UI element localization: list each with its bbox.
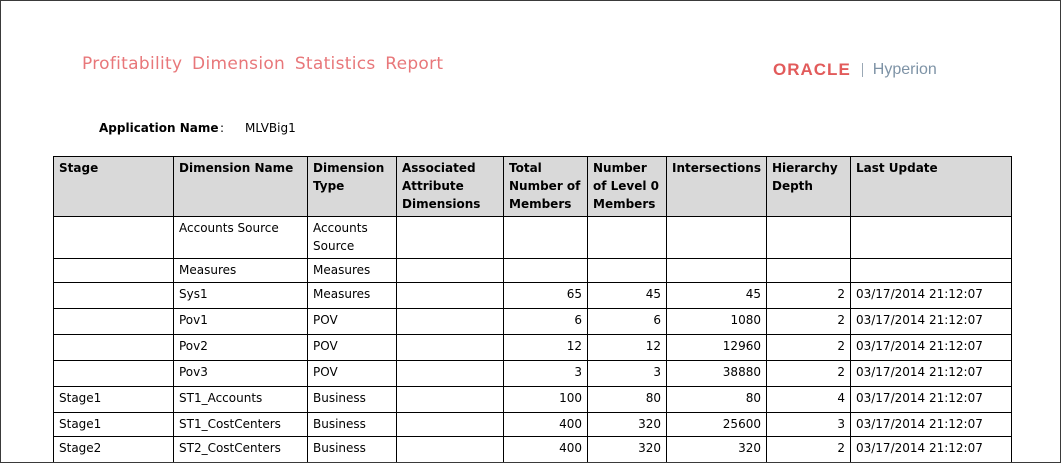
report-title: Profitability Dimension Statistics Report (82, 54, 444, 74)
cell-dimension-name: Accounts Source (174, 217, 308, 259)
column-header-number-of-level0-members: Number of Level 0 Members (588, 157, 667, 217)
cell-total-members: 400 (504, 413, 588, 437)
cell-level0-members: 320 (588, 437, 667, 463)
application-name-value: MLVBig1 (245, 121, 296, 135)
cell-total-members (504, 259, 588, 283)
column-header-intersections: Intersections (667, 157, 767, 217)
cell-total-members: 12 (504, 335, 588, 361)
cell-level0-members: 6 (588, 309, 667, 335)
cell-total-members (504, 217, 588, 259)
cell-intersections: 12960 (667, 335, 767, 361)
cell-dimension-name: ST1_Accounts (174, 387, 308, 413)
application-name-colon: : (220, 121, 225, 135)
column-header-hierarchy-depth: Hierarchy Depth (766, 157, 850, 217)
cell-hierarchy-depth: 4 (766, 387, 850, 413)
cell-intersections (667, 217, 767, 259)
table-row (54, 335, 1012, 361)
cell-associated-attribute-dimensions (397, 335, 504, 361)
cell-hierarchy-depth: 2 (766, 335, 850, 361)
table-row (54, 413, 1012, 437)
cell-level0-members: 80 (588, 387, 667, 413)
cell-level0-members (588, 259, 667, 283)
cell-stage (54, 309, 174, 335)
cell-total-members: 400 (504, 437, 588, 463)
cell-last-update: 03/17/2014 21:12:07 (850, 309, 1011, 335)
cell-dimension-type: Accounts Source (308, 217, 397, 259)
cell-stage (54, 283, 174, 309)
cell-associated-attribute-dimensions (397, 259, 504, 283)
dimension-statistics-table (53, 156, 1012, 463)
cell-total-members: 3 (504, 361, 588, 387)
cell-last-update (850, 217, 1011, 259)
cell-dimension-name: Sys1 (174, 283, 308, 309)
cell-hierarchy-depth (766, 217, 850, 259)
cell-hierarchy-depth (766, 259, 850, 283)
cell-total-members: 6 (504, 309, 588, 335)
cell-intersections: 80 (667, 387, 767, 413)
oracle-wordmark: ORACLE (773, 60, 851, 79)
cell-last-update: 03/17/2014 21:12:07 (850, 437, 1011, 463)
table-body (54, 217, 1012, 463)
table-row (54, 309, 1012, 335)
cell-associated-attribute-dimensions (397, 217, 504, 259)
table-row (54, 361, 1012, 387)
column-header-last-update: Last Update (850, 157, 1011, 217)
table-header-row (54, 157, 1012, 217)
table-row (54, 437, 1012, 463)
cell-hierarchy-depth: 2 (766, 283, 850, 309)
cell-associated-attribute-dimensions (397, 437, 504, 463)
cell-intersections: 25600 (667, 413, 767, 437)
cell-stage: Stage2 (54, 437, 174, 463)
cell-level0-members: 45 (588, 283, 667, 309)
cell-level0-members: 12 (588, 335, 667, 361)
cell-dimension-type: Measures (308, 259, 397, 283)
cell-stage (54, 335, 174, 361)
cell-total-members: 65 (504, 283, 588, 309)
oracle-hyperion-logo (773, 60, 937, 80)
logo-divider (862, 63, 863, 77)
cell-associated-attribute-dimensions (397, 309, 504, 335)
cell-associated-attribute-dimensions (397, 283, 504, 309)
cell-associated-attribute-dimensions (397, 361, 504, 387)
column-header-stage: Stage (54, 157, 174, 217)
application-name-label: Application Name (99, 121, 219, 135)
cell-dimension-type: POV (308, 335, 397, 361)
cell-hierarchy-depth: 2 (766, 309, 850, 335)
cell-dimension-type: POV (308, 361, 397, 387)
cell-last-update: 03/17/2014 21:12:07 (850, 387, 1011, 413)
cell-last-update: 03/17/2014 21:12:07 (850, 283, 1011, 309)
cell-associated-attribute-dimensions (397, 387, 504, 413)
cell-level0-members: 320 (588, 413, 667, 437)
cell-stage (54, 217, 174, 259)
cell-dimension-name: Pov2 (174, 335, 308, 361)
column-header-total-number-of-members: Total Number of Members (504, 157, 588, 217)
cell-last-update (850, 259, 1011, 283)
cell-dimension-name: Measures (174, 259, 308, 283)
cell-hierarchy-depth: 3 (766, 413, 850, 437)
cell-level0-members: 3 (588, 361, 667, 387)
cell-stage (54, 361, 174, 387)
cell-associated-attribute-dimensions (397, 413, 504, 437)
cell-total-members: 100 (504, 387, 588, 413)
cell-dimension-name: ST2_CostCenters (174, 437, 308, 463)
cell-dimension-name: ST1_CostCenters (174, 413, 308, 437)
application-name-line (99, 121, 296, 135)
cell-dimension-type: Measures (308, 283, 397, 309)
cell-dimension-name: Pov1 (174, 309, 308, 335)
cell-last-update: 03/17/2014 21:12:07 (850, 335, 1011, 361)
cell-intersections: 45 (667, 283, 767, 309)
cell-intersections: 38880 (667, 361, 767, 387)
cell-dimension-type: Business (308, 413, 397, 437)
column-header-associated-attribute-dimensions: Associated Attribute Dimensions (397, 157, 504, 217)
cell-intersections: 320 (667, 437, 767, 463)
table-row (54, 283, 1012, 309)
cell-dimension-type: Business (308, 387, 397, 413)
cell-stage: Stage1 (54, 413, 174, 437)
cell-last-update: 03/17/2014 21:12:07 (850, 413, 1011, 437)
cell-last-update: 03/17/2014 21:12:07 (850, 361, 1011, 387)
cell-stage: Stage1 (54, 387, 174, 413)
column-header-dimension-type: Dimension Type (308, 157, 397, 217)
cell-level0-members (588, 217, 667, 259)
cell-hierarchy-depth: 2 (766, 361, 850, 387)
cell-dimension-name: Pov3 (174, 361, 308, 387)
table-row (54, 217, 1012, 259)
column-header-dimension-name: Dimension Name (174, 157, 308, 217)
cell-hierarchy-depth: 2 (766, 437, 850, 463)
cell-dimension-type: POV (308, 309, 397, 335)
cell-intersections: 1080 (667, 309, 767, 335)
cell-intersections (667, 259, 767, 283)
cell-dimension-type: Business (308, 437, 397, 463)
table-row (54, 259, 1012, 283)
table-row (54, 387, 1012, 413)
hyperion-wordmark: Hyperion (872, 61, 937, 78)
cell-stage (54, 259, 174, 283)
